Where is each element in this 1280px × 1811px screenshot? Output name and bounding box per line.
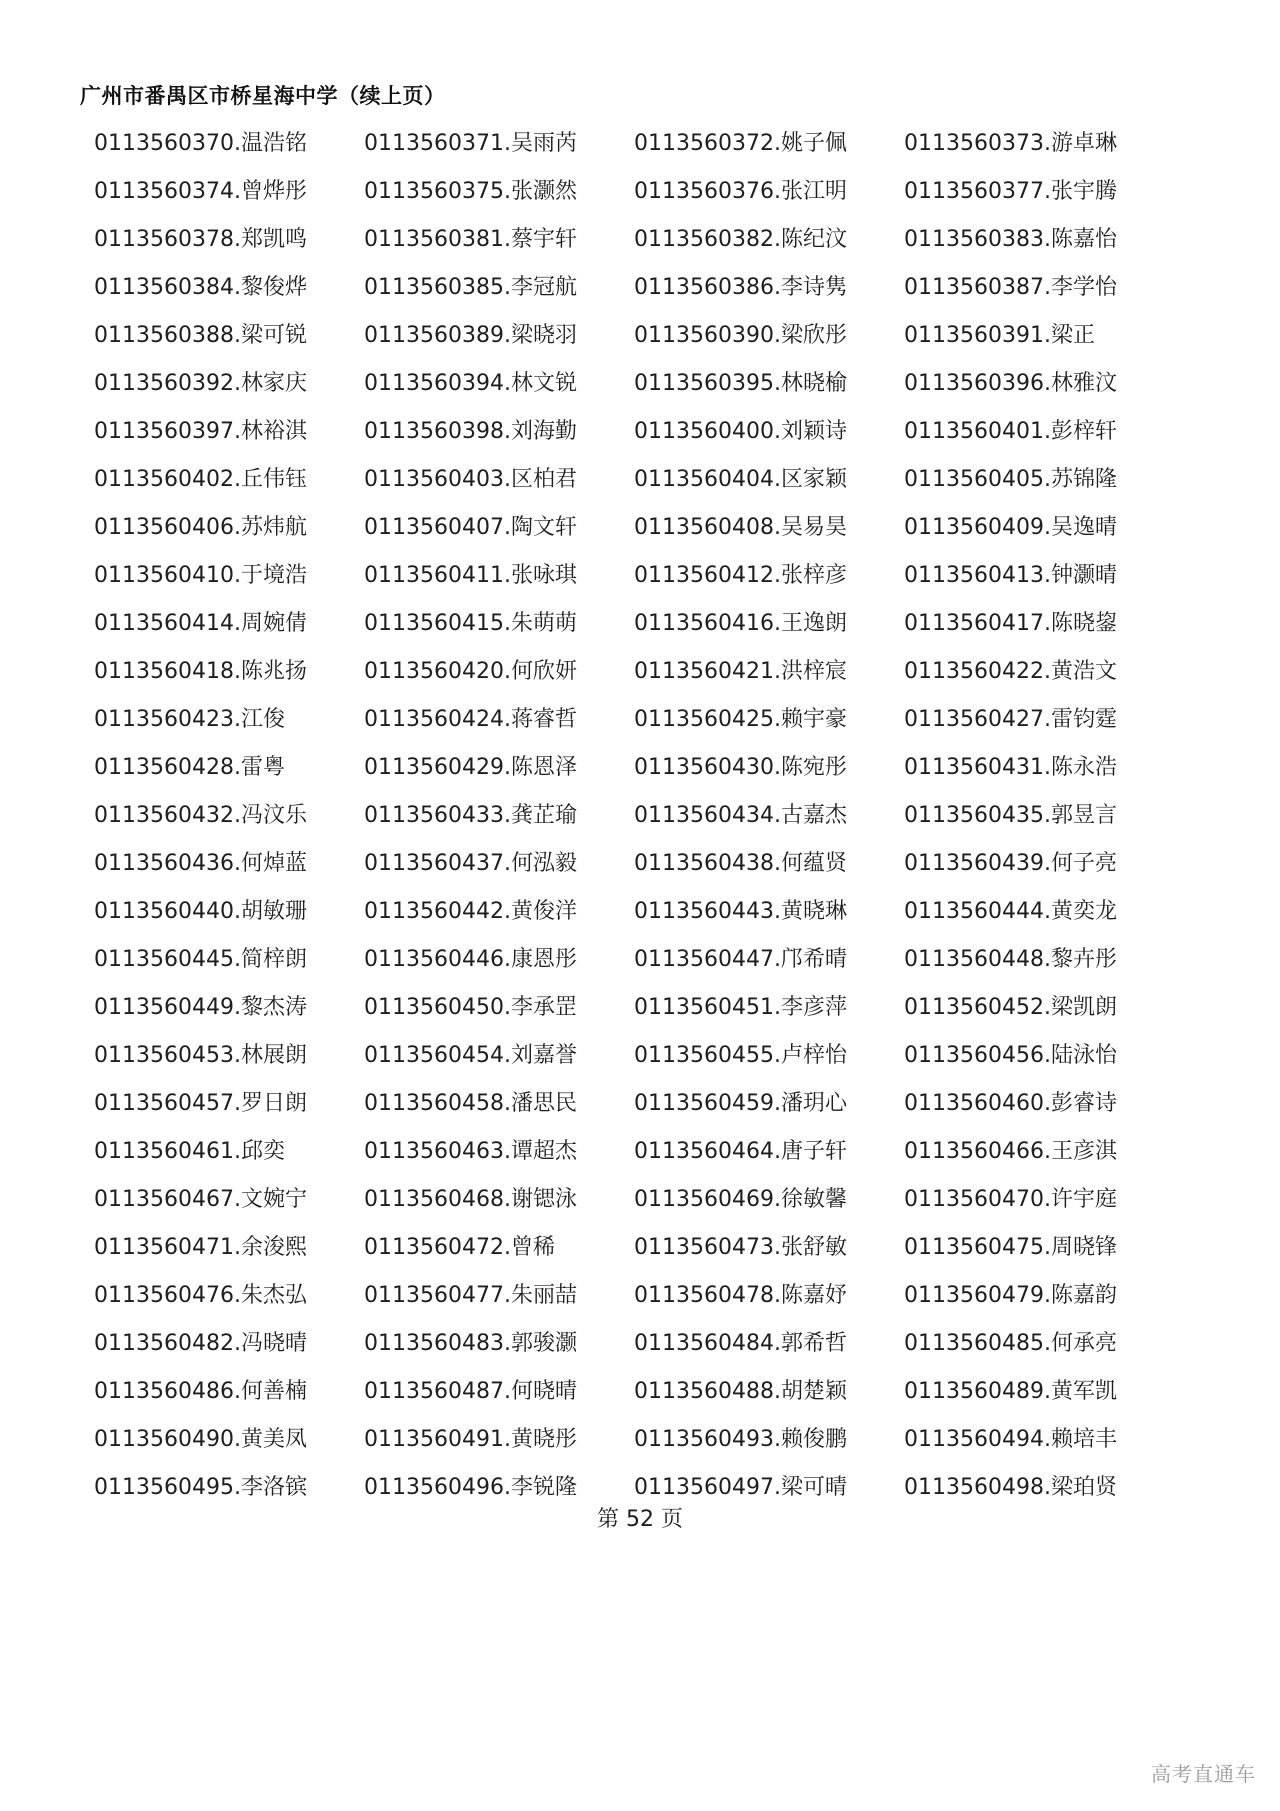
student-entry: 0113560447.邝希晴	[634, 947, 847, 972]
student-entry: 0113560387.李学怡	[904, 275, 1117, 300]
student-entry: 0113560475.周晓锋	[904, 1235, 1117, 1260]
student-entry: 0113560468.谢锶泳	[364, 1187, 577, 1212]
student-entry: 0113560371.吴雨芮	[364, 131, 577, 156]
student-entry: 0113560478.陈嘉妤	[634, 1283, 847, 1308]
student-entry: 0113560476.朱杰弘	[94, 1283, 307, 1308]
student-entry: 0113560412.张梓彦	[634, 563, 847, 588]
student-entry: 0113560403.区柏君	[364, 467, 577, 492]
student-entry: 0113560457.罗日朗	[94, 1091, 307, 1116]
student-entry: 0113560490.黄美凤	[94, 1427, 307, 1452]
student-entry: 0113560382.陈纪汶	[634, 227, 847, 252]
student-entry: 0113560398.刘海勤	[364, 419, 577, 444]
student-entry: 0113560402.丘伟钰	[94, 467, 307, 492]
student-entry: 0113560460.彭睿诗	[904, 1091, 1117, 1116]
student-entry: 0113560374.曾烨彤	[94, 179, 307, 204]
student-entry: 0113560453.林展朗	[94, 1043, 307, 1068]
student-entry: 0113560458.潘思民	[364, 1091, 577, 1116]
student-entry: 0113560418.陈兆扬	[94, 659, 307, 684]
student-entry: 0113560401.彭梓轩	[904, 419, 1117, 444]
student-entry: 0113560445.简梓朗	[94, 947, 307, 972]
student-entry: 0113560446.康恩彤	[364, 947, 577, 972]
student-entry: 0113560493.赖俊鹏	[634, 1427, 847, 1452]
student-entry: 0113560415.朱萌萌	[364, 611, 577, 636]
student-entry: 0113560381.蔡宇轩	[364, 227, 577, 252]
student-entry: 0113560488.胡楚颖	[634, 1379, 847, 1404]
student-entry: 0113560435.郭昱言	[904, 803, 1117, 828]
student-entry: 0113560370.温浩铭	[94, 131, 307, 156]
student-entry: 0113560372.姚子佩	[634, 131, 847, 156]
student-entry: 0113560452.梁凯朗	[904, 995, 1117, 1020]
student-entry: 0113560489.黄军凯	[904, 1379, 1117, 1404]
student-entry: 0113560477.朱丽喆	[364, 1283, 577, 1308]
student-entry: 0113560444.黄奕龙	[904, 899, 1117, 924]
student-entry: 0113560433.龚芷瑜	[364, 803, 577, 828]
student-entry: 0113560392.林家庆	[94, 371, 307, 396]
page-number: 第 52 页	[597, 1507, 683, 1532]
student-entry: 0113560484.郭希哲	[634, 1331, 847, 1356]
student-entry: 0113560407.陶文轩	[364, 515, 577, 540]
student-entry: 0113560400.刘颖诗	[634, 419, 847, 444]
student-entry: 0113560414.周婉倩	[94, 611, 307, 636]
student-entry: 0113560385.李冠航	[364, 275, 577, 300]
student-entry: 0113560377.张宇腾	[904, 179, 1117, 204]
student-entry: 0113560470.许宇庭	[904, 1187, 1117, 1212]
student-entry: 0113560494.赖培丰	[904, 1427, 1117, 1452]
student-entry: 0113560395.林晓榆	[634, 371, 847, 396]
student-entry: 0113560482.冯晓晴	[94, 1331, 307, 1356]
student-entry: 0113560469.徐敏馨	[634, 1187, 847, 1212]
student-entry: 0113560487.何晓晴	[364, 1379, 577, 1404]
student-entry: 0113560430.陈宛彤	[634, 755, 847, 780]
student-entry: 0113560463.谭超杰	[364, 1139, 577, 1164]
student-entry: 0113560491.黄晓彤	[364, 1427, 577, 1452]
student-entry: 0113560467.文婉宁	[94, 1187, 307, 1212]
student-list	[94, 120, 1174, 1512]
student-entry: 0113560454.刘嘉誉	[364, 1043, 577, 1068]
student-entry: 0113560436.何焯蓝	[94, 851, 307, 876]
student-entry: 0113560438.何蕴贤	[634, 851, 847, 876]
student-entry: 0113560485.何承亮	[904, 1331, 1117, 1356]
student-entry: 0113560427.雷钧霆	[904, 707, 1117, 732]
student-entry: 0113560439.何子亮	[904, 851, 1117, 876]
student-entry: 0113560498.梁珀贤	[904, 1475, 1117, 1500]
student-entry: 0113560390.梁欣彤	[634, 323, 847, 348]
student-entry: 0113560473.张舒敏	[634, 1235, 847, 1260]
student-entry: 0113560411.张咏琪	[364, 563, 577, 588]
student-entry: 0113560443.黄晓琳	[634, 899, 847, 924]
student-entry: 0113560486.何善楠	[94, 1379, 307, 1404]
student-entry: 0113560397.林裕淇	[94, 419, 307, 444]
student-entry: 0113560406.苏炜航	[94, 515, 307, 540]
student-entry: 0113560386.李诗隽	[634, 275, 847, 300]
student-entry: 0113560496.李锐隆	[364, 1475, 577, 1500]
student-entry: 0113560455.卢梓怡	[634, 1043, 847, 1068]
student-entry: 0113560440.胡敏珊	[94, 899, 307, 924]
student-entry: 0113560451.李彦萍	[634, 995, 847, 1020]
student-entry: 0113560472.曾稀	[364, 1235, 555, 1260]
student-entry: 0113560389.梁晓羽	[364, 323, 577, 348]
student-entry: 0113560431.陈永浩	[904, 755, 1117, 780]
student-entry: 0113560424.蒋睿哲	[364, 707, 577, 732]
student-entry: 0113560391.梁正	[904, 323, 1095, 348]
page-title: 广州市番禺区市桥星海中学（续上页）	[80, 84, 446, 108]
student-entry: 0113560434.古嘉杰	[634, 803, 847, 828]
student-entry: 0113560404.区家颖	[634, 467, 847, 492]
student-entry: 0113560373.游卓琳	[904, 131, 1117, 156]
student-entry: 0113560420.何欣妍	[364, 659, 577, 684]
student-entry: 0113560423.江俊	[94, 707, 285, 732]
student-entry: 0113560466.王彦淇	[904, 1139, 1117, 1164]
student-entry: 0113560471.余浚熙	[94, 1235, 307, 1260]
student-entry: 0113560375.张灏然	[364, 179, 577, 204]
student-entry: 0113560483.郭骏灏	[364, 1331, 577, 1356]
student-entry: 0113560378.郑凯鸣	[94, 227, 307, 252]
student-entry: 0113560429.陈恩泽	[364, 755, 577, 780]
student-entry: 0113560396.林雅汶	[904, 371, 1117, 396]
student-entry: 0113560383.陈嘉怡	[904, 227, 1117, 252]
student-entry: 0113560410.于境浩	[94, 563, 307, 588]
student-entry: 0113560461.邱奕	[94, 1139, 285, 1164]
student-entry: 0113560428.雷粤	[94, 755, 285, 780]
student-entry: 0113560384.黎俊烨	[94, 275, 307, 300]
student-entry: 0113560413.钟灏晴	[904, 563, 1117, 588]
student-entry: 0113560450.李承罡	[364, 995, 577, 1020]
student-entry: 0113560449.黎杰涛	[94, 995, 307, 1020]
student-entry: 0113560409.吴逸晴	[904, 515, 1117, 540]
student-entry: 0113560425.赖宇豪	[634, 707, 847, 732]
student-entry: 0113560495.李洛镔	[94, 1475, 307, 1500]
student-entry: 0113560416.王逸朗	[634, 611, 847, 636]
student-entry: 0113560388.梁可锐	[94, 323, 307, 348]
student-entry: 0113560422.黄浩文	[904, 659, 1117, 684]
watermark: 高考直通车	[1151, 1762, 1256, 1786]
student-entry: 0113560437.何泓毅	[364, 851, 577, 876]
student-entry: 0113560394.林文锐	[364, 371, 577, 396]
student-entry: 0113560497.梁可晴	[634, 1475, 847, 1500]
student-entry: 0113560376.张江明	[634, 179, 847, 204]
student-entry: 0113560421.洪梓宸	[634, 659, 847, 684]
student-entry: 0113560408.吴易昊	[634, 515, 847, 540]
student-entry: 0113560442.黄俊洋	[364, 899, 577, 924]
student-entry: 0113560456.陆泳怡	[904, 1043, 1117, 1068]
student-entry: 0113560479.陈嘉韵	[904, 1283, 1117, 1308]
student-entry: 0113560459.潘玥心	[634, 1091, 847, 1116]
student-entry: 0113560417.陈晓鋆	[904, 611, 1117, 636]
student-entry: 0113560432.冯汶乐	[94, 803, 307, 828]
student-entry: 0113560448.黎卉彤	[904, 947, 1117, 972]
student-entry: 0113560405.苏锦隆	[904, 467, 1117, 492]
student-entry: 0113560464.唐子轩	[634, 1139, 847, 1164]
